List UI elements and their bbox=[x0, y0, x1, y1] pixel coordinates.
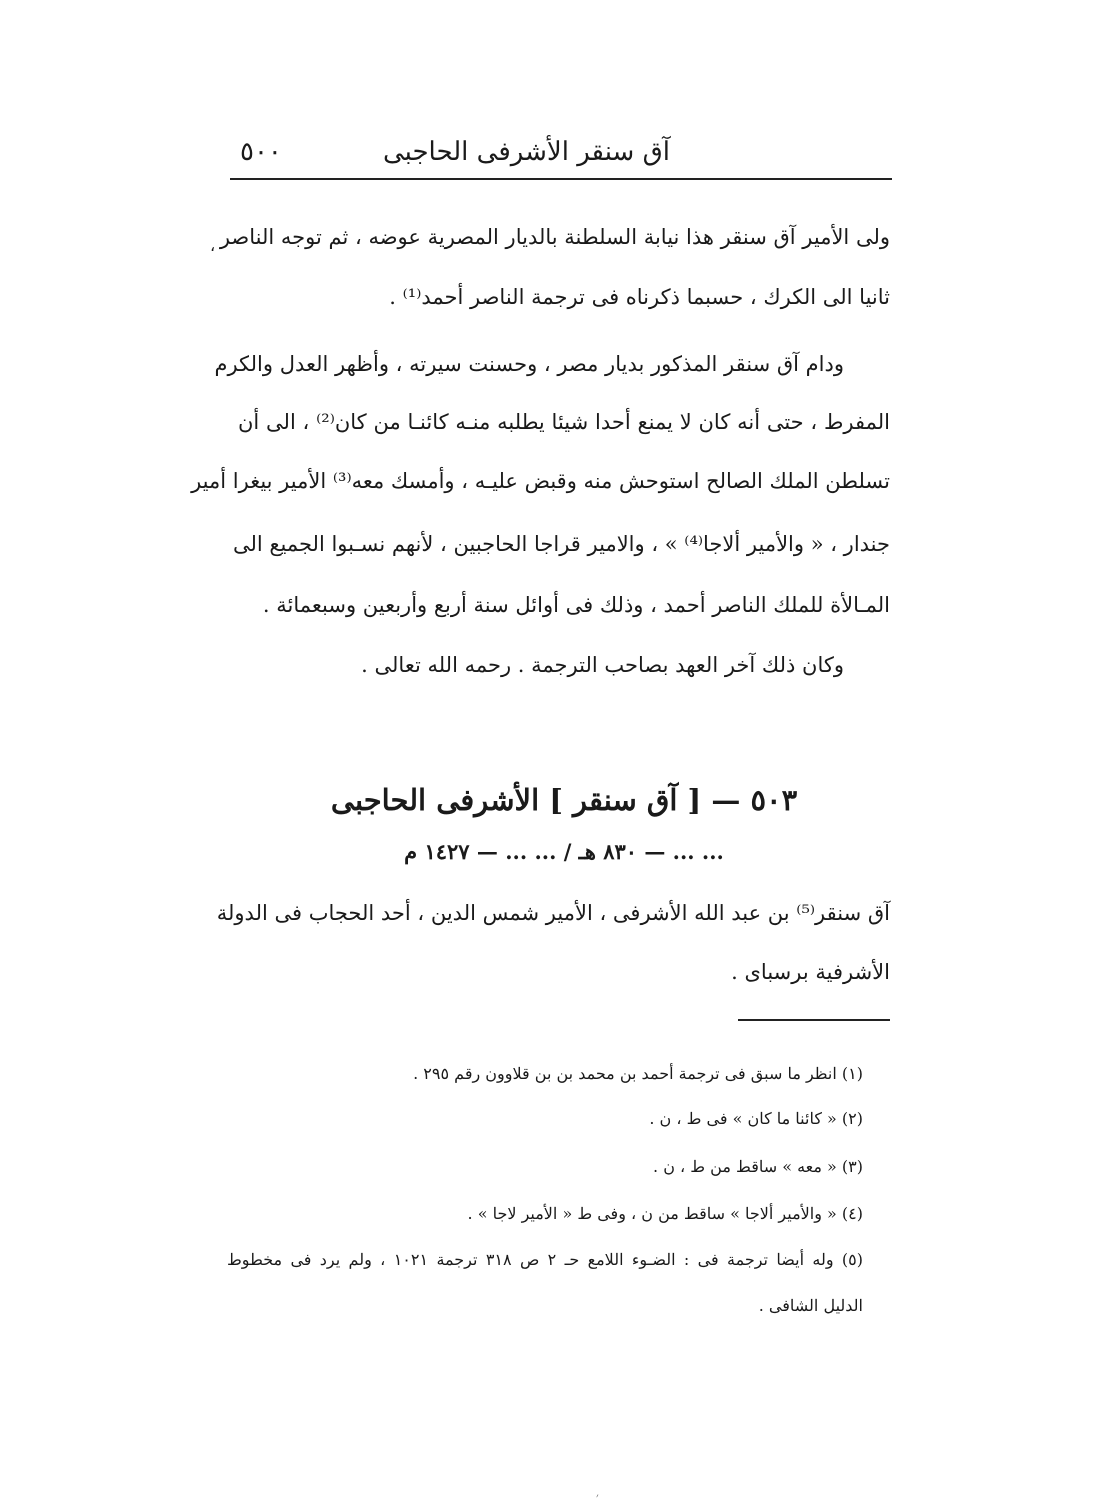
footnote-rule bbox=[738, 1019, 890, 1021]
footnote: (٢) « كائنا ما كان » فى ط ، ن . bbox=[649, 1109, 863, 1128]
page-header bbox=[230, 132, 890, 172]
body-line: ودام آق سنقر المذكور بديار مصر ، وحسنت سيرته ، وأظهر العدل والكرم bbox=[214, 352, 844, 376]
footnote: (٣) « معه » ساقط من ط ، ن . bbox=[653, 1157, 863, 1176]
body-line: المفرط ، حتى أنه كان لا يمنع أحدا شيئا يطلبه منـه كائنـا من كان⁽²⁾ ، الى أن bbox=[238, 410, 890, 434]
running-title: آق سنقر الأشرفى الحاجبى bbox=[382, 137, 670, 167]
footnote: (٥) وله أيضا ترجمة فى : الضـوء اللامع حـ ٢ ص ٣١٨ ترجمة ١٠٢١ ، ولم يرد فى مخطوط bbox=[227, 1250, 864, 1269]
page-number: ٥٠٠ bbox=[240, 137, 282, 167]
entry-heading: ٥٠٣ — [ آق سنقر ] الأشرفى الحاجبى bbox=[330, 783, 798, 817]
body-line: ثانيا الى الكرك ، حسبما ذكرناه فى ترجمة الناصر أحمد⁽¹⁾ . bbox=[389, 285, 890, 309]
body-line: المـالأة للملك الناصر أحمد ، وذلك فى أوائل سنة أربع وأربعين وسبعمائة . bbox=[262, 593, 890, 617]
footnote: (١) انظر ما سبق فى ترجمة أحمد بن محمد بن بن قلاوون رقم ٢٩٥ . bbox=[413, 1064, 863, 1083]
body-line: تسلطن الملك الصالح استوحش منه وقبض عليـه ، وأمسك معه⁽³⁾ الأمير بيغرا أمير bbox=[191, 469, 890, 493]
body-line: وكان ذلك آخر العهد بصاحب الترجمة . رحمه الله تعالى . bbox=[361, 653, 844, 677]
footnote: (٤) « والأمير ألاجا » ساقط من ن ، وفى ط « الأمير لاجا » . bbox=[467, 1204, 863, 1223]
body-line: جندار ، « والأمير ألاجا⁽⁴⁾ » ، والامير قراجا الحاجبين ، لأنهم نسـبوا الجميع الى bbox=[232, 532, 890, 556]
bottom-mark: ׳ bbox=[596, 1490, 599, 1504]
entry-text-line: الأشرفية برسباى . bbox=[731, 960, 890, 984]
body-line: ولى الأمير آق سنقر هذا نيابة السلطنة بالديار المصرية عوضه ، ثم توجه الناصر bbox=[219, 225, 890, 249]
margin-mark: ، bbox=[210, 236, 216, 255]
header-rule bbox=[230, 178, 892, 180]
entry-text-line: آق سنقر⁽⁵⁾ بن عبد الله الأشرفى ، الأمير شمس الدين ، أحد الحجاب فى الدولة bbox=[216, 901, 890, 925]
entry-dates: ... ... — ٨٣٠ هـ / ... ... — ١٤٢٧ م bbox=[404, 839, 724, 864]
footnote-continuation: الدليل الشافى . bbox=[758, 1296, 863, 1315]
